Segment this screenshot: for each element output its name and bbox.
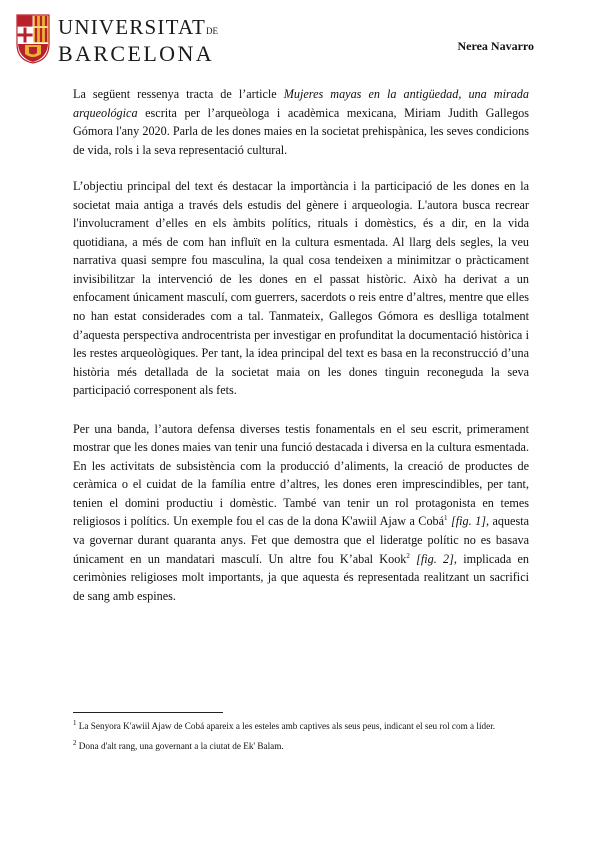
footnote-ref-2[interactable]: 2 bbox=[406, 551, 410, 560]
article-title: Mujeres mayas en la antigüedad, una mirada arqueológica bbox=[73, 87, 529, 120]
footnote-1 bbox=[73, 718, 529, 735]
author-name: Nerea Navarro bbox=[457, 39, 534, 53]
university-wordmark bbox=[58, 14, 218, 66]
arguments-text-start: Per una banda, l’autora defensa diverses testis fonamentals en el seu escrit, primerament mostrar que les dones maies van tenir una funció destacada i diversa en la cultura esmentada. En les activitats de subsistència com la producció d’aliments, la creació de productes de ceràmica o el cuidat de la família entre d’altres, les dones eren imprescindibles, per tant, tenien el domini productiu i domèstic. També van tenir un rol protagonista en temes religiosos i polítics. Un exemple fou el cas de la dona K'awiil Ajaw a Cobá bbox=[73, 421, 529, 529]
intro-text-end: escrita per l’arqueòloga i acadèmica mexicana, Miriam Judith Gallegos Gómora l'any 2020. Parla de les dones maies en la societat prehispànica, les seves condicions de vida, rols i la seva representació cultural. bbox=[73, 105, 529, 157]
university-shield-icon bbox=[16, 14, 50, 64]
arguments-text-end: , implicada en cerimònies religioses molt importants, ja que aquesta és representada realitzant un sacrifici de sang amb espines. bbox=[73, 551, 530, 603]
university-name-line1 bbox=[58, 16, 218, 42]
university-de: DE bbox=[206, 26, 219, 36]
footnote-text: Dona d'alt rang, una governant a la ciutat de Ek' Balam. bbox=[78, 740, 284, 751]
figure-ref-1: [fig. 1] bbox=[451, 514, 486, 529]
footnote-number: 1 bbox=[73, 718, 77, 727]
footnote-2 bbox=[73, 738, 529, 755]
footnotes bbox=[73, 718, 529, 754]
university-name-line2: BARCELONA bbox=[58, 41, 215, 66]
footnote-ref-1[interactable]: 1 bbox=[444, 514, 448, 523]
intro-text-start: La següent ressenya tracta de l’article bbox=[73, 87, 284, 101]
paragraph-intro bbox=[73, 85, 529, 159]
university-logo bbox=[16, 14, 218, 66]
figure-ref-2: [fig. 2] bbox=[416, 551, 454, 566]
paragraph-objective: L’objectiu principal del text és destacar la importància i la participació de les dones en la societat maia antiga a través dels estudis del gènere i arqueologia. L'autora busca recrear l'involucrament d’elles en els àmbits polítics, rituals i domèstics, és a dir, en la vida quotidiana, a més de com han influït en la cultura esmentada. Al llarg dels segles, la veu narrativa quasi sempre fou masculina, la qual cosa tendeixen a minimitzar o pràcticament invisibilitzar la intervenció de les dones en el passat històric. Això ha derivat a un enfocament únicament masculí, com guerrers, sacerdots o reis entre d’altres, mentre que elles no han estat considerades com a tal. Tanmateix, Gallegos Gómora es deslliga totalment d’aquesta perspectiva androcentrista per investigar en profunditat la documentació històrica i les restes arqueològiques. Per tant, la idea principal del text es basa en la reconstrucció d’una història més detallada de la societat maia on les dones tinguin reconeguda la seva participació corresponent als fets. bbox=[73, 179, 529, 398]
arguments-text-middle: , aquesta va governar durant quaranta anys. Fet que demostra que el lideratge polític no es basava únicament en un mandatari masculí. Un altre fou K’abal Kook bbox=[73, 514, 529, 566]
document-body bbox=[73, 85, 529, 605]
footnote-number: 2 bbox=[73, 738, 77, 747]
footnote-divider bbox=[73, 712, 223, 713]
page-header bbox=[0, 0, 600, 75]
footnote-text: La Senyora K'awiil Ajaw de Cobá apareix a les esteles amb captives als seus peus, indicant el seu rol com a líder. bbox=[78, 721, 496, 731]
university-word: UNIVERSITAT bbox=[58, 15, 207, 39]
paragraph-arguments bbox=[73, 420, 529, 605]
